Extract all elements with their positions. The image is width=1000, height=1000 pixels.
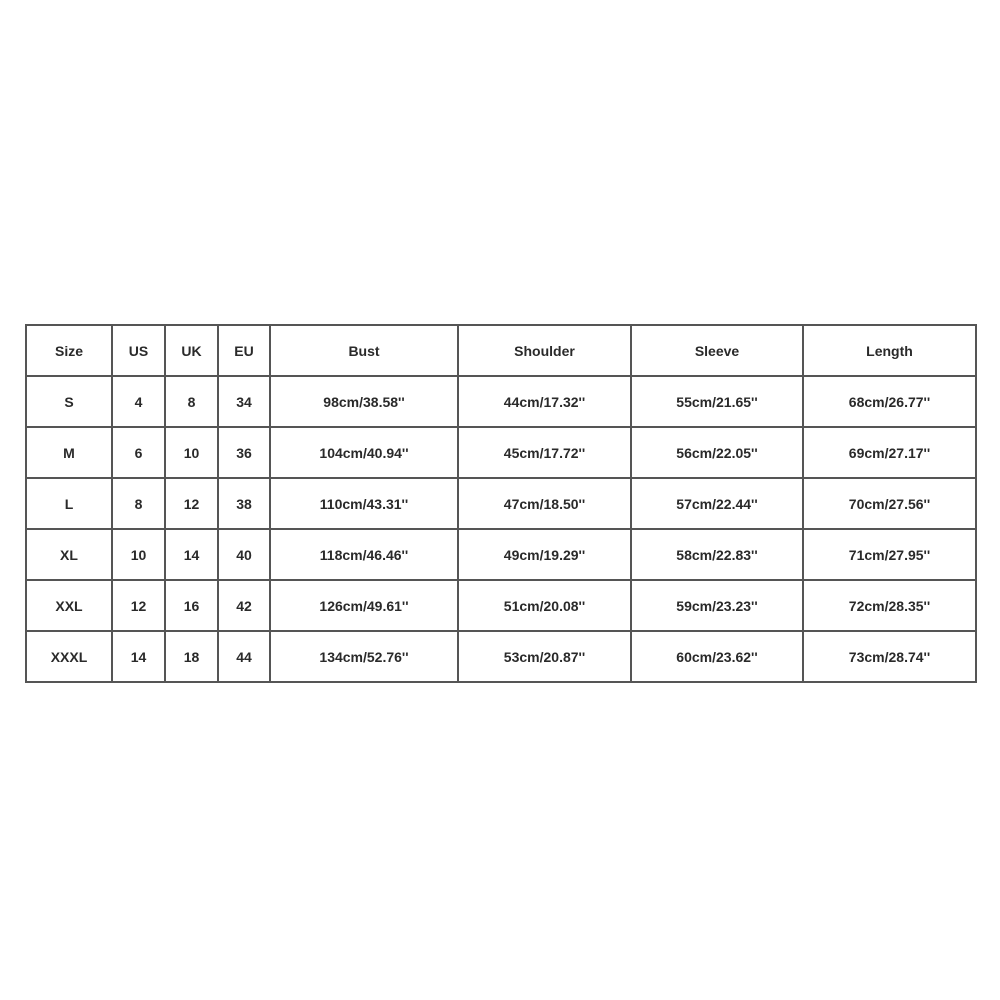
cell-size: L — [26, 478, 112, 529]
cell-length: 71cm/27.95'' — [803, 529, 976, 580]
cell-bust: 126cm/49.61'' — [270, 580, 458, 631]
header-eu: EU — [218, 325, 270, 376]
table-header-row — [26, 325, 976, 376]
cell-shoulder: 51cm/20.08'' — [458, 580, 631, 631]
table-row — [26, 427, 976, 478]
cell-uk: 8 — [165, 376, 218, 427]
cell-shoulder: 44cm/17.32'' — [458, 376, 631, 427]
cell-bust: 134cm/52.76'' — [270, 631, 458, 682]
cell-uk: 18 — [165, 631, 218, 682]
header-bust: Bust — [270, 325, 458, 376]
cell-eu: 34 — [218, 376, 270, 427]
cell-us: 4 — [112, 376, 165, 427]
cell-us: 14 — [112, 631, 165, 682]
cell-sleeve: 55cm/21.65'' — [631, 376, 803, 427]
size-chart-table — [25, 324, 977, 683]
cell-us: 12 — [112, 580, 165, 631]
cell-length: 69cm/27.17'' — [803, 427, 976, 478]
cell-uk: 14 — [165, 529, 218, 580]
cell-shoulder: 49cm/19.29'' — [458, 529, 631, 580]
cell-uk: 16 — [165, 580, 218, 631]
cell-length: 70cm/27.56'' — [803, 478, 976, 529]
cell-eu: 44 — [218, 631, 270, 682]
cell-sleeve: 60cm/23.62'' — [631, 631, 803, 682]
cell-bust: 118cm/46.46'' — [270, 529, 458, 580]
cell-sleeve: 56cm/22.05'' — [631, 427, 803, 478]
cell-size: S — [26, 376, 112, 427]
cell-size: M — [26, 427, 112, 478]
header-sleeve: Sleeve — [631, 325, 803, 376]
cell-us: 6 — [112, 427, 165, 478]
table-row — [26, 478, 976, 529]
cell-shoulder: 45cm/17.72'' — [458, 427, 631, 478]
cell-bust: 110cm/43.31'' — [270, 478, 458, 529]
header-length: Length — [803, 325, 976, 376]
cell-eu: 38 — [218, 478, 270, 529]
cell-eu: 36 — [218, 427, 270, 478]
table-row — [26, 631, 976, 682]
cell-shoulder: 47cm/18.50'' — [458, 478, 631, 529]
cell-eu: 40 — [218, 529, 270, 580]
table-row — [26, 529, 976, 580]
cell-length: 68cm/26.77'' — [803, 376, 976, 427]
header-size: Size — [26, 325, 112, 376]
cell-length: 73cm/28.74'' — [803, 631, 976, 682]
cell-sleeve: 57cm/22.44'' — [631, 478, 803, 529]
cell-us: 10 — [112, 529, 165, 580]
cell-sleeve: 59cm/23.23'' — [631, 580, 803, 631]
cell-us: 8 — [112, 478, 165, 529]
table-row — [26, 580, 976, 631]
cell-uk: 10 — [165, 427, 218, 478]
header-shoulder: Shoulder — [458, 325, 631, 376]
cell-sleeve: 58cm/22.83'' — [631, 529, 803, 580]
table-row — [26, 376, 976, 427]
cell-size: XL — [26, 529, 112, 580]
cell-bust: 98cm/38.58'' — [270, 376, 458, 427]
cell-length: 72cm/28.35'' — [803, 580, 976, 631]
cell-size: XXXL — [26, 631, 112, 682]
cell-uk: 12 — [165, 478, 218, 529]
cell-eu: 42 — [218, 580, 270, 631]
cell-shoulder: 53cm/20.87'' — [458, 631, 631, 682]
header-us: US — [112, 325, 165, 376]
cell-size: XXL — [26, 580, 112, 631]
header-uk: UK — [165, 325, 218, 376]
cell-bust: 104cm/40.94'' — [270, 427, 458, 478]
